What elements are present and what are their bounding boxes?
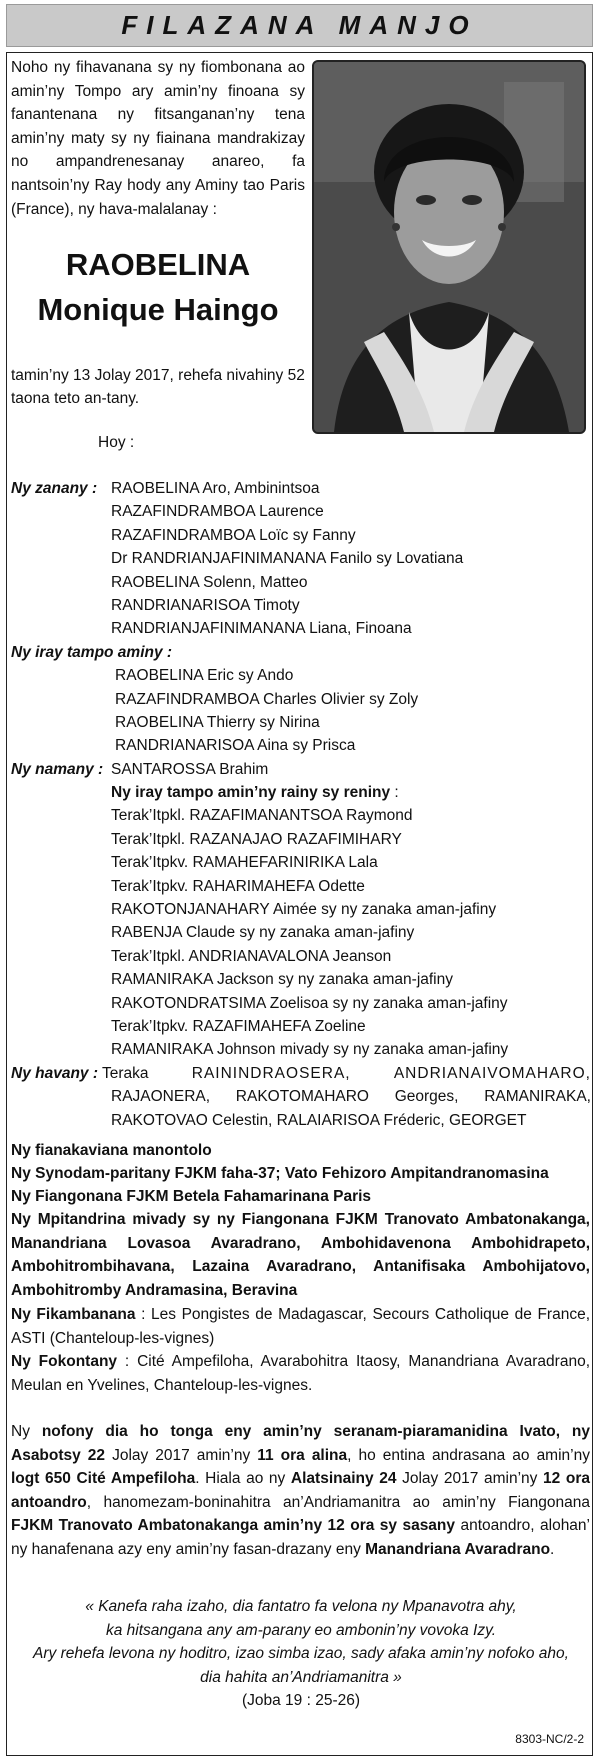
havany-word: RAKOTOMAHARO [235, 1088, 369, 1106]
namany-item: RAKOTONJANAHARY Aimée sy ny zanaka aman-jafiny [111, 901, 497, 919]
list-item [11, 734, 591, 757]
namany-sub-heading [111, 781, 399, 804]
zanany-item: RAOBELINA Solenn, Matteo [111, 573, 308, 591]
fianakaviana-line: Ny fianakaviana manontolo [11, 1142, 212, 1159]
namany-item: RAKOTONDRATSIMA Zoelisoa sy ny zanaka aman-jafiny [111, 994, 508, 1012]
funeral-text: Jolay 2017 amin’ny [396, 1470, 544, 1487]
zanany-item: RANDRIANJAFINIMANANA Liana, Finoana [111, 620, 412, 638]
fiangonana-line: Ny Fiangonana FJKM Betela Fahamarinana Paris [11, 1188, 372, 1205]
quote-line: dia hahita an’Andriamanitra » [200, 1668, 402, 1686]
portrait-drawing [314, 62, 584, 432]
notice-header [6, 4, 593, 47]
fikambanana-text: : Les Pongistes de Madagascar, Secours Catholique de France, ASTI (Chanteloup-les-vignes) [11, 1306, 590, 1347]
person-photo-icon [312, 60, 586, 434]
list-item [11, 500, 591, 523]
list-item [11, 851, 591, 874]
list-item [11, 1085, 591, 1108]
zanany-item: RANDRIANARISOA Timoty [111, 596, 300, 614]
zanany-item: RAOBELINA Aro, Ambinintsoa [111, 480, 320, 497]
list-item [11, 921, 591, 944]
iray-tampo-item: RAZAFINDRAMBOA Charles Olivier sy Zoly [115, 690, 419, 708]
iray-tampo-label: Ny iray tampo aminy : [11, 643, 173, 661]
list-item [11, 781, 591, 804]
zanany-label: Ny zanany : [11, 480, 98, 497]
fokontany-text: : Cité Ampefiloha, Avarabohitra Itaosy, Manandriana Avaradrano, Meulan en Yvelines, Chanteloup-les-vignes. [11, 1353, 590, 1394]
iray-tampo-item: RAOBELINA Thierry sy Nirina [115, 713, 320, 731]
namany-item: Terak’Itpkv. RAHARIMAHEFA Odette [111, 877, 365, 895]
list-item [11, 1062, 591, 1085]
zanany-item: RAZAFINDRAMBOA Loïc sy Fanny [111, 526, 356, 544]
quote-line: Ary rehefa levona ny hoditro, izao simba izao, sady afaka amin’ny nofoko aho, [33, 1645, 569, 1662]
notice-code: 8303-NC/2-2 [515, 1732, 584, 1746]
funeral-text: , ho entina andrasana ao amin’ny [347, 1446, 590, 1464]
list-item [11, 945, 591, 968]
havany-line-2 [111, 1085, 591, 1108]
funeral-text: Ny [11, 1423, 42, 1440]
zanany-item: RAZAFINDRAMBOA Laurence [111, 503, 324, 521]
list-item [11, 968, 591, 991]
namany-label: Ny namany : [11, 760, 104, 778]
havany-word: RAJAONERA, [111, 1088, 211, 1106]
namany-first: SANTAROSSA Brahim [111, 760, 269, 778]
list-item [11, 524, 591, 547]
havany-word: Georges, [394, 1088, 459, 1106]
namany-item: Terak’Itpkv. RAZAFIMAHEFA Zoeline [111, 1017, 366, 1035]
funeral-bold: 11 ora alina [257, 1446, 348, 1464]
notice-title: FILAZANA MANJO [121, 10, 478, 40]
namany-item: RABENJA Claude sy ny zanaka aman-jafiny [111, 924, 415, 942]
death-date-text: tamin’ny 13 Jolay 2017, rehefa nivahiny 52 taona teto an-tany. [11, 367, 305, 407]
list-item [11, 664, 591, 687]
mpitandrina-paragraph: Ny Mpitandrina mivady sy ny Fiangonana FJKM Tranovato Ambatonakanga, Manandriana Lovasoa Avaradrano, Ambohidavenona Ambohidrapeto, Ambohitrombihavana, Lazaina Avaradrano, Antanifisaka Ambohijatovo, Ambohitromby Andramasina, Beravina [11, 1211, 590, 1299]
list-item [11, 1038, 591, 1061]
iray-tampo-item: RANDRIANARISOA Aina sy Prisca [115, 737, 356, 755]
deceased-given-names: Monique Haingo [37, 292, 279, 327]
list-item [11, 571, 591, 594]
list-item [11, 898, 591, 921]
namany-item: RAMANIRAKA Jackson sy ny zanaka aman-jafiny [111, 971, 453, 989]
list-item [11, 1109, 591, 1132]
namany-sub-colon: : [394, 784, 399, 802]
namany-sub-label: Ny iray tampo amin’ny rainy sy reniny [111, 784, 391, 802]
list-item [11, 758, 591, 781]
namany-item: Terak’Itpkl. RAZANAJAO RAZAFIMIHARY [111, 830, 402, 848]
list-item [11, 875, 591, 898]
havany-word: ANDRIANAIVOMAHARO, [393, 1064, 591, 1082]
havany-line-1 [102, 1062, 591, 1085]
funeral-paragraph [11, 1420, 590, 1561]
funeral-bold: nofony dia ho tonga eny amin’ny seranam-piaramanidina Ivato, ny Asabotsy 22 [11, 1423, 590, 1464]
list-item [11, 617, 591, 640]
family-list [11, 477, 591, 1132]
havany-word: RAMANIRAKA, [484, 1088, 591, 1106]
list-item [11, 547, 591, 570]
namany-item: Terak’Itpkl. ANDRIANAVALONA Jeanson [111, 947, 392, 965]
namany-item: Terak’Itpkl. RAZAFIMANANTSOA Raymond [111, 807, 413, 825]
quote-reference: (Joba 19 : 25-26) [241, 1692, 361, 1709]
havany-label: Ny havany : [11, 1064, 99, 1082]
quote-line: « Kanefa raha izaho, dia fantatro fa velona ny Mpanavotra ahy, [85, 1598, 517, 1615]
funeral-text: . [550, 1540, 555, 1558]
iray-tampo-item: RAOBELINA Eric sy Ando [115, 667, 294, 685]
funeral-text: . Hiala ao ny [195, 1470, 291, 1487]
list-item [11, 688, 591, 711]
quote-line: ka hitsangana any am-parany eo ambonin’ny vovoka Izy. [105, 1621, 497, 1639]
list-item [11, 992, 591, 1015]
zanany-item: Dr RANDRIANJAFINIMANANA Fanilo sy Lovatiana [111, 550, 464, 568]
fikambanana-paragraph [11, 1303, 590, 1350]
funeral-bold: Alatsinainy 24 [290, 1470, 397, 1487]
list-item [11, 828, 591, 851]
funeral-bold: FJKM Tranovato Ambatonakanga amin’ny 12 ora sy sasany [11, 1517, 456, 1534]
funeral-bold: logt 650 Cité Ampefiloha [11, 1470, 196, 1487]
list-item [11, 804, 591, 827]
list-item [11, 477, 591, 500]
funeral-text: , hanomezam-boninahitra an’Andriamanitra ao amin’ny Fiangonana [86, 1493, 590, 1511]
funeral-bold: 12 ora antoandro [11, 1470, 590, 1511]
havany-line-3: RAKOTOVAO Celestin, RALAIARISOA Fréderic, GEORGET [111, 1111, 527, 1129]
list-item [11, 641, 591, 664]
list-item [11, 1015, 591, 1038]
funeral-bold: Manandriana Avaradrano [365, 1540, 551, 1558]
intro-text: Noho ny fihavanana sy ny fiombonana ao amin’ny Tompo ary amin’ny finoana sy fanantenana ny fitsanganan’ny tena amin’ny maty sy ny fiainana mandrakizay no ampandrenesanay anareo, fa nantsoin’ny Ray hody any Aminy tao Paris (France), ny hava-malalanay : [11, 59, 305, 218]
bible-quote [11, 1595, 591, 1713]
list-item [11, 594, 591, 617]
synodam-line: Ny Synodam-paritany FJKM faha-37; Vato Fehizoro Ampitandranomasina [11, 1165, 549, 1182]
fokontany-label: Ny Fokontany [11, 1353, 118, 1370]
deceased-surname: RAOBELINA [65, 247, 251, 282]
namany-item: RAMANIRAKA Johnson mivady sy ny zanaka aman-jafiny [111, 1041, 509, 1059]
funeral-text: Jolay 2017 amin’ny [105, 1446, 258, 1464]
namany-item: Terak’Itpkv. RAMAHEFARINIRIKA Lala [111, 854, 378, 872]
list-item [11, 711, 591, 734]
fokontany-paragraph [11, 1350, 590, 1397]
fikambanana-label: Ny Fikambanana [11, 1306, 136, 1323]
funeral-text: antoandro, alohan’ ny hanafenana azy eny amin’ny fasan-drazany eny [11, 1517, 590, 1558]
havany-word: RAININDRAOSERA, [191, 1064, 351, 1082]
havany-word: Teraka [102, 1064, 149, 1082]
hoy-label: Hoy : [98, 434, 135, 451]
